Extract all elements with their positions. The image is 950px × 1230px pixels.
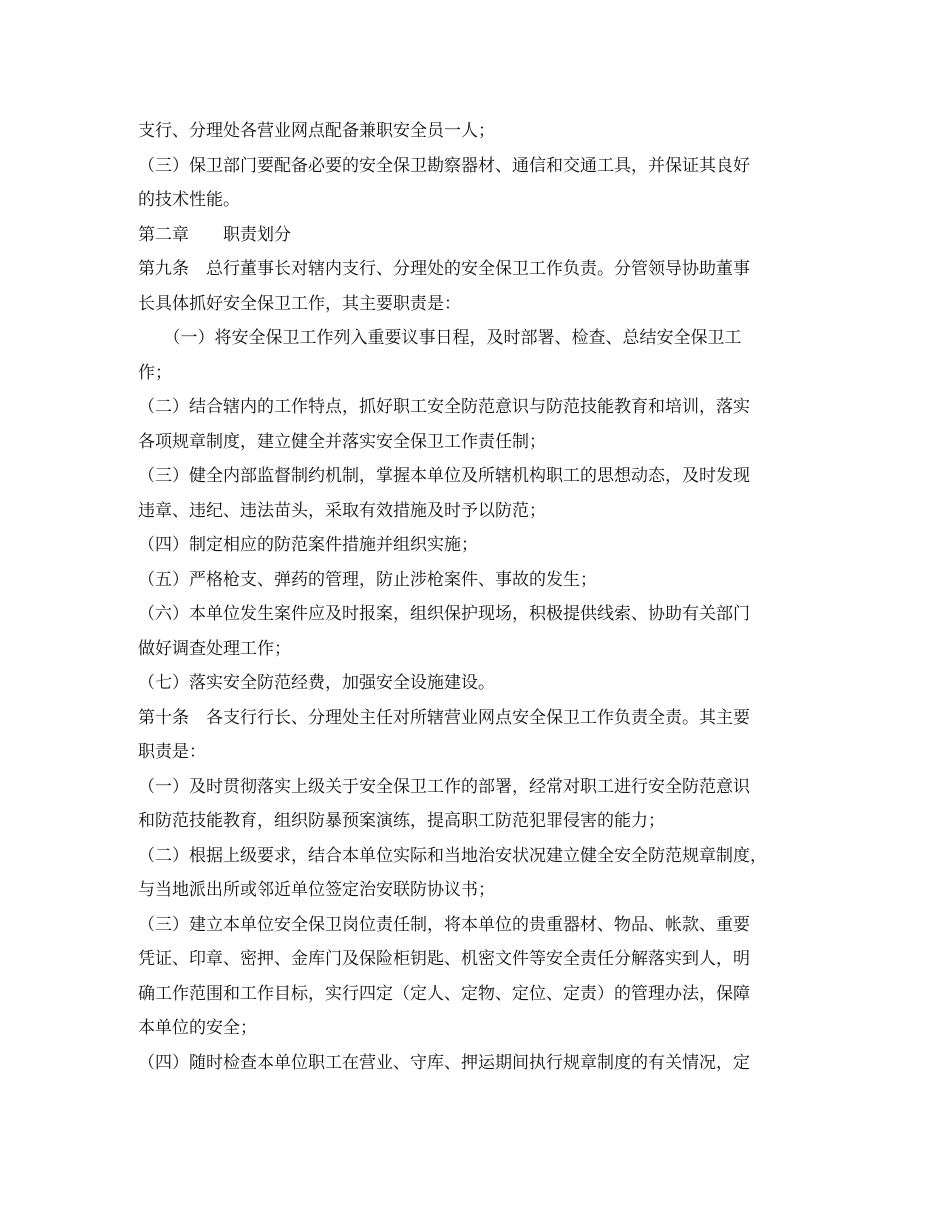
text-line: （五）严格枪支、弹药的管理，防止涉枪案件、事故的发生； (138, 569, 597, 590)
article-line: 第九条 总行董事长对辖内支行、分理处的安全保卫工作负责。分管领导协助董事 (138, 259, 750, 279)
text-line: 做好调查处理工作； (138, 638, 291, 659)
text-line: 长具体抓好安全保卫工作，其主要职责是： (138, 293, 461, 314)
text-line: 确工作范围和工作目标，实行四定（定人、定物、定位、定责）的管理办法，保障 (138, 983, 750, 1004)
text-line: 的技术性能。 (138, 190, 240, 210)
article-line: 第十条 各支行行长、分理处主任对所辖营业网点安全保卫工作负责全责。其主要 (138, 707, 750, 728)
text-line: 凭证、印章、密押、金库门及保险柜钥匙、机密文件等安全责任分解落实到人，明 (138, 949, 750, 969)
document-body (138, 114, 818, 1080)
text-line: （一）及时贯彻落实上级关于安全保卫工作的部署，经常对职工进行安全防范意识 (138, 776, 750, 797)
text-line: （三）保卫部门要配备必要的安全保卫勘察器材、通信和交通工具，并保证其良好 (138, 155, 750, 176)
text-line: （四）制定相应的防范案件措施并组织实施； (138, 535, 478, 555)
text-line: 与当地派出所或邻近单位签定治安联防协议书； (138, 880, 495, 900)
text-line: （一）将安全保卫工作列入重要议事日程，及时部署、检查、总结安全保卫工 (138, 328, 742, 348)
text-line: 职责是： (138, 742, 206, 762)
text-line: （六）本单位发生案件应及时报案，组织保护现场，积极提供线索、协助有关部门 (138, 604, 750, 624)
text-line: 支行、分理处各营业网点配备兼职安全员一人； (138, 121, 495, 141)
text-line: 和防范技能教育，组织防暴预案演练，提高职工防范犯罪侵害的能力； (138, 811, 665, 831)
text-line: （二）根据上级要求，结合本单位实际和当地治安状况建立健全安全防范规章制度， (138, 845, 767, 866)
text-line: 作； (138, 362, 172, 383)
text-line: （七）落实安全防范经费，加强安全设施建设。 (138, 673, 495, 693)
text-line: 违章、违纪、违法苗头，采取有效措施及时予以防范； (138, 500, 546, 521)
text-line: （三）建立本单位安全保卫岗位责任制，将本单位的贵重器材、物品、帐款、重要 (138, 914, 750, 935)
text-line: 各项规章制度，建立健全并落实安全保卫工作责任制； (138, 431, 546, 452)
text-line: （二）结合辖内的工作特点，抓好职工安全防范意识与防范技能教育和培训，落实 (138, 397, 750, 417)
chapter-heading: 第二章 职责划分 (138, 224, 291, 245)
text-line: 本单位的安全； (138, 1018, 257, 1038)
text-line: （三）健全内部监督制约机制，掌握本单位及所辖机构职工的思想动态，及时发现 (138, 466, 750, 486)
text-line: （四）随时检查本单位职工在营业、守库、押运期间执行规章制度的有关情况，定 (138, 1052, 750, 1073)
